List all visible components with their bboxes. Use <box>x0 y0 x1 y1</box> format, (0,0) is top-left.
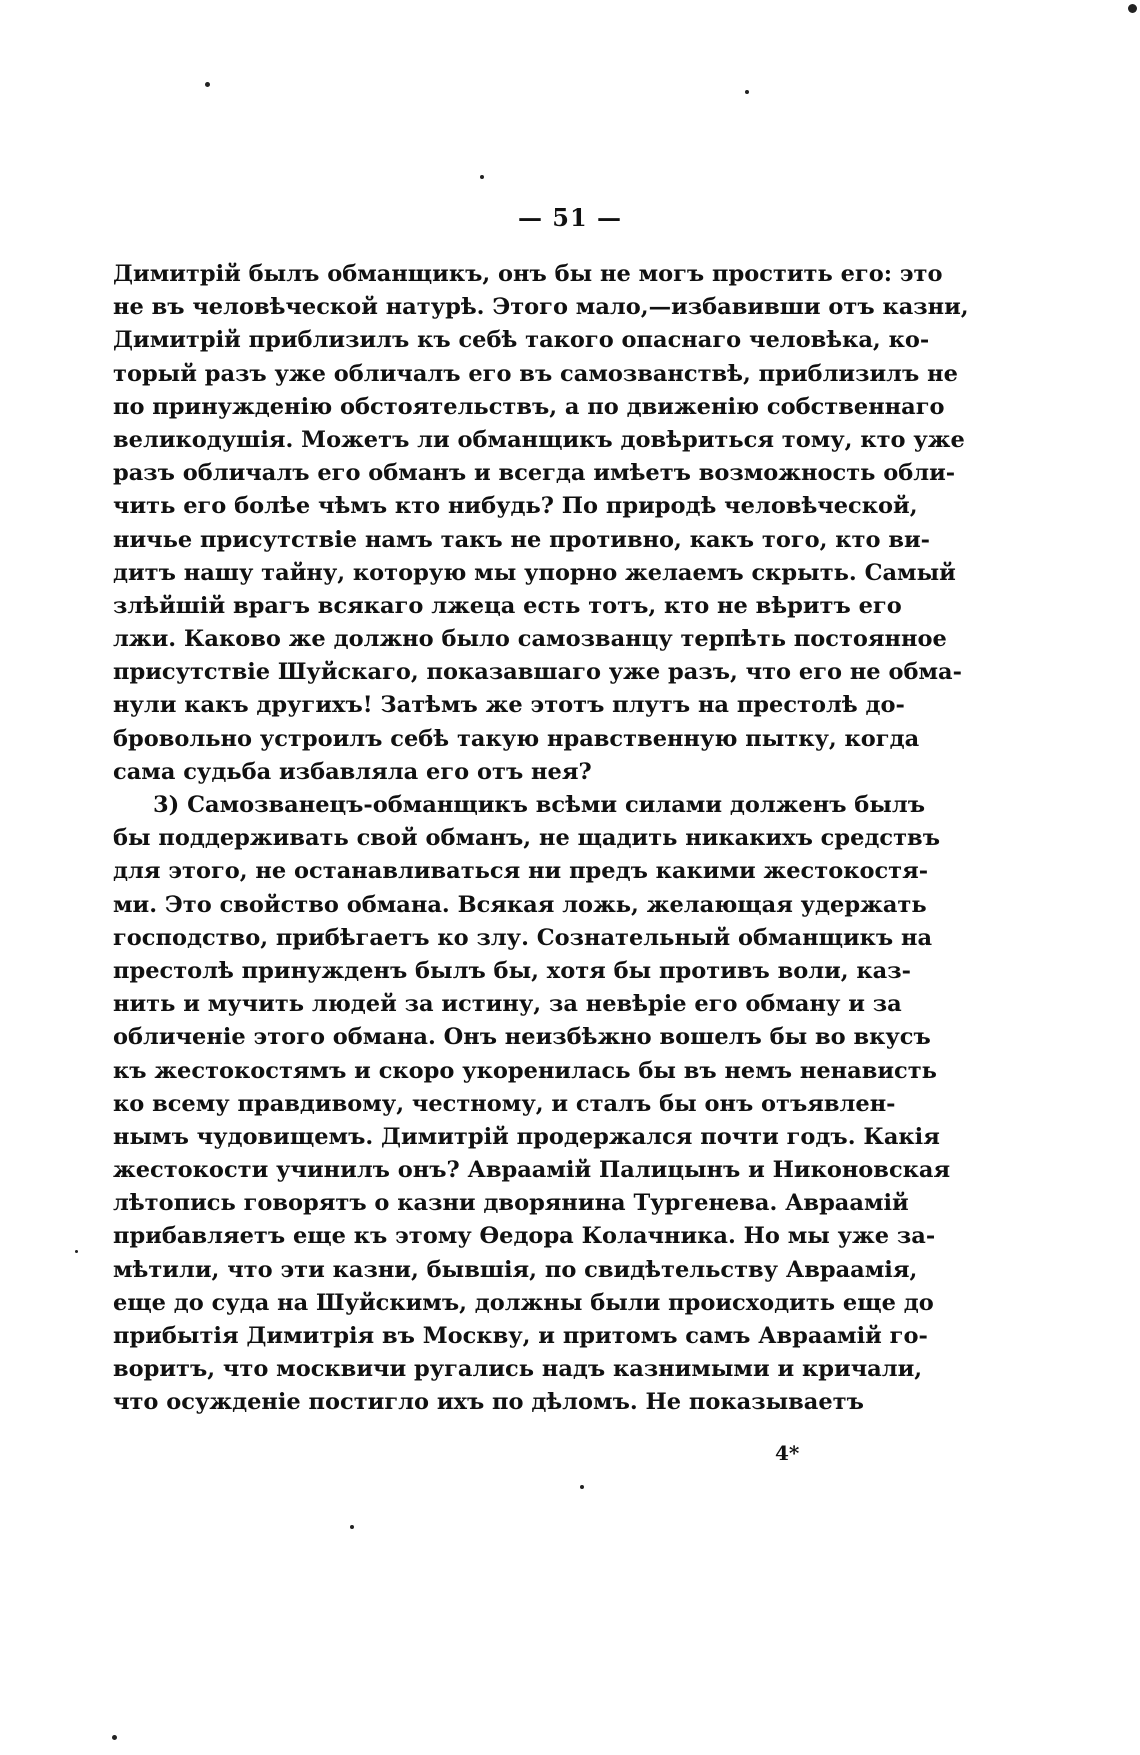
text-line: бы поддерживать свой обманъ, не щадить никакихъ средствъ <box>113 825 940 852</box>
text-line: къ жестокостямъ и скоро укоренилась бы въ немъ ненависть <box>113 1057 937 1084</box>
text-line: прибавляетъ еще къ этому Ѳедора Колачника. Но мы уже за- <box>113 1223 936 1250</box>
paragraph <box>113 258 969 789</box>
scan-speck <box>580 1485 584 1489</box>
signature-mark: 4* <box>775 1441 800 1465</box>
text-line: прибытія Димитрія въ Москву, и притомъ самъ Авраамій го- <box>113 1323 928 1349</box>
text-line: господство, прибѣгаетъ ко злу. Сознательный обманщикъ на <box>113 924 933 951</box>
text-line: нули какъ другихъ! Затѣмъ же этотъ плутъ на престолѣ до- <box>113 692 905 719</box>
text-line: разъ обличалъ его обманъ и всегда имѣетъ возможность обли- <box>113 460 956 487</box>
scan-speck <box>75 1250 78 1253</box>
page-number: — 51 — <box>517 203 623 232</box>
text-line: воритъ, что москвичи ругались надъ казнимыми и кричали, <box>113 1356 923 1383</box>
text-line: лѣтопись говорятъ о казни дворянина Тургенева. Авраамій <box>113 1190 909 1217</box>
text-line: нымъ чудовищемъ. Димитрій продержался почти годъ. Какія <box>113 1123 940 1150</box>
text-line: великодушія. Можетъ ли обманщикъ довѣриться тому, кто уже <box>113 426 965 453</box>
text-line: жестокости учинилъ онъ? Авраамій Палицынъ и Никоновская <box>113 1157 951 1184</box>
text-line: ничье присутствіе намъ такъ не противно, какъ того, кто ви- <box>113 526 930 553</box>
text-line: торый разъ уже обличалъ его въ самозванствѣ, приблизилъ не <box>113 360 958 387</box>
paragraph <box>113 789 951 1420</box>
text-line: Димитрій приблизилъ къ себѣ такого опаснаго человѣка, ко- <box>113 327 930 354</box>
text-line: дитъ нашу тайну, которую мы упорно желаемъ скрыть. Самый <box>113 559 956 586</box>
scan-speck <box>1128 4 1137 13</box>
scan-speck <box>745 90 749 94</box>
scan-speck <box>350 1525 354 1529</box>
scan-speck <box>480 175 484 179</box>
text-line: бровольно устроилъ себѣ такую нравственную пытку, когда <box>113 725 920 752</box>
text-line: Димитрій былъ обманщикъ, онъ бы не могъ простить его: это <box>113 261 943 287</box>
text-line: присутствіе Шуйскаго, показавшаго уже разъ, что его не обма- <box>113 659 962 686</box>
text-line: обличеніе этого обмана. Онъ неизбѣжно вошелъ бы во вкусъ <box>113 1024 931 1051</box>
scan-speck <box>112 1735 117 1740</box>
text-line: еще до суда на Шуйскимъ, должны были происходить еще до <box>113 1289 934 1316</box>
text-line: чить его болѣе чѣмъ кто нибудь? По природѣ человѣческой, <box>113 493 918 520</box>
text-line: злѣйшій врагъ всякаго лжеца есть тотъ, кто не вѣритъ его <box>113 592 902 619</box>
text-line: что осужденіе постигло ихъ по дѣломъ. Не показываетъ <box>113 1389 864 1416</box>
text-line: лжи. Каково же должно было самозванцу терпѣть постоянное <box>113 626 947 653</box>
text-line: 3) Самозванецъ-обманщикъ всѣми силами долженъ былъ <box>153 792 925 818</box>
text-line: престолѣ принужденъ былъ бы, хотя бы противъ воли, каз- <box>113 957 911 984</box>
text-line: для этого, не останавливаться ни предъ какими жестокостя- <box>113 858 929 885</box>
text-line: сама судьба избавляла его отъ нея? <box>113 758 592 785</box>
text-line: нить и мучить людей за истину, за невѣріе его обману и за <box>113 991 902 1018</box>
body-text <box>113 258 969 1420</box>
text-line: ко всему правдивому, честному, и сталъ бы онъ отъявлен- <box>113 1090 896 1117</box>
text-line: мѣтили, что эти казни, бывшія, по свидѣтельству Авраамія, <box>113 1256 918 1283</box>
text-line: по принужденію обстоятельствъ, а по движенію собственнаго <box>113 393 945 420</box>
text-line: ми. Это свойство обмана. Всякая ложь, желающая удержать <box>113 891 927 918</box>
text-line: не въ человѣческой натурѣ. Этого мало,—избавивши отъ казни, <box>113 294 969 321</box>
scan-speck <box>205 82 210 87</box>
